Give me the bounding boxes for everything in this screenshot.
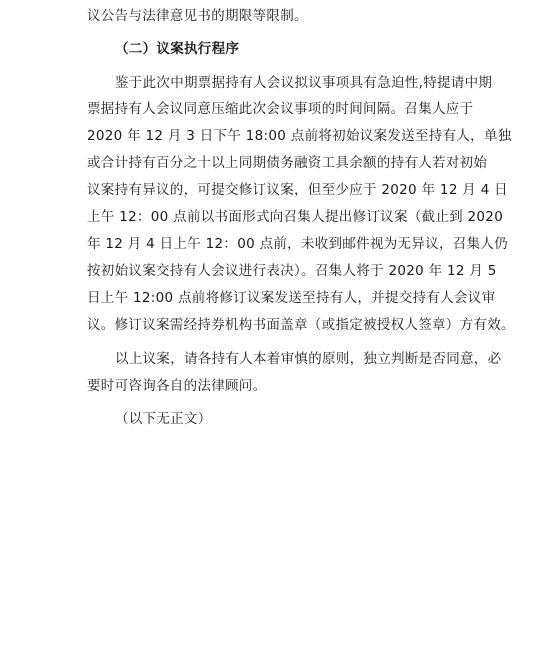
paragraph-line: 议。修订议案需经持券机构书面盖章（或指定被授权人签章）方有效。 [87, 317, 515, 333]
paragraph-line: 议公告与法律意见书的期限等限制。 [87, 8, 308, 24]
paragraph-line: 鉴于此次中期票据持有人会议拟议事项具有急迫性,特提请中期 [115, 75, 493, 91]
paragraph-line: 按初始议案交持有人会议进行表决）。召集人将于 2020 年 12 月 5 [87, 263, 497, 279]
paragraph-line: 2020 年 12 月 3 日下午 18:00 点前将初始议案发送至持有人，单独 [87, 128, 512, 144]
section-heading: （二）议案执行程序 [115, 41, 240, 57]
paragraph-line: 日上午 12:00 点前将修订议案发送至持有人，并提交持有人会议审 [87, 290, 496, 306]
paragraph-line: 议案持有异议的，可提交修订议案，但至少应于 2020 年 12 月 4 日 [87, 182, 508, 198]
paragraph-line: 票据持有人会议同意压缩此次会议事项的时间间隔。召集人应于 [87, 101, 474, 117]
paragraph-line: 或合计持有百分之十以上同期债务融资工具余额的持有人若对初始 [87, 155, 488, 171]
paragraph-line: 年 12 月 4 日上午 12：00 点前，未收到邮件视为无异议，召集人仍 [87, 236, 508, 252]
paragraph-line: 上午 12：00 点前以书面形式向召集人提出修订议案（截止到 2020 [87, 209, 504, 225]
paragraph-line: 以上议案，请各持有人本着审慎的原则，独立判断是否同意，必 [115, 351, 502, 367]
paragraph-line: 要时可咨询各自的法律顾问。 [87, 378, 267, 394]
end-of-text-note: （以下无正文） [115, 411, 212, 427]
